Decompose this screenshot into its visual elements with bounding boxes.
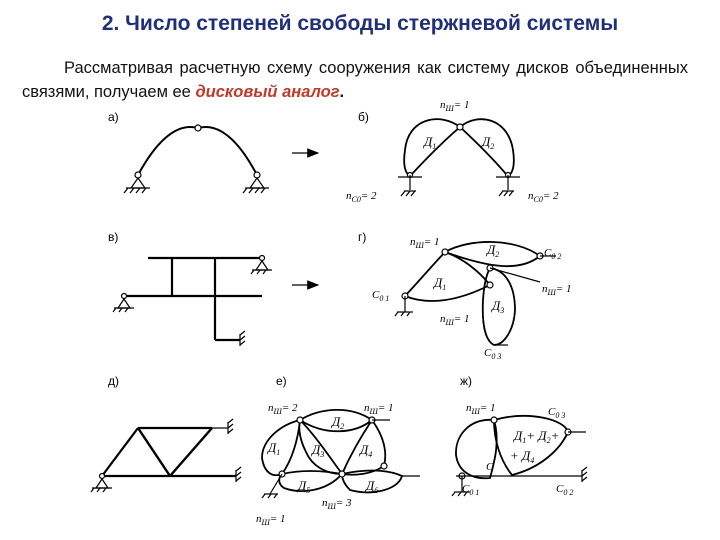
disk-analog-g <box>405 242 540 345</box>
label-nsh-right-g: $n_Ш= 1$ <box>542 283 572 297</box>
label-c03-zh: $C_{0 3}$ <box>548 406 566 420</box>
panel-label-g: г) <box>358 230 367 244</box>
label-nsh-d-e: $n_Ш= 1$ <box>256 513 286 527</box>
panel-label-a: а) <box>108 110 119 124</box>
label-c02-zh: $C_{0 2}$ <box>556 483 574 497</box>
label-d3-e: $Д_3$ <box>312 442 325 459</box>
frame-supports <box>113 256 272 347</box>
label-d2-e: $Д_2$ <box>332 414 345 431</box>
panel-label-v: в) <box>108 230 119 244</box>
hinge-b <box>457 124 463 130</box>
label-nsh-b-e: $n_Ш= 1$ <box>364 402 394 416</box>
label-nsh-zh: $n_Ш= 1$ <box>466 402 496 416</box>
label-d1-b: $Д_1$ <box>424 134 437 151</box>
label-d2-b: $Д_2$ <box>482 134 495 151</box>
label-nsh-top-g: $n_Ш= 1$ <box>410 236 440 250</box>
panel-label-b: б) <box>358 110 369 124</box>
label-d6-e: $Д_6$ <box>366 478 379 495</box>
label-d5-e: $Д_5$ <box>298 478 311 495</box>
label-c02-g: $C_{0 2}$ <box>544 247 562 261</box>
label-nright-b: $n_{C0}= 2$ <box>528 190 559 204</box>
label-nleft-b: $n_{C0}= 2$ <box>346 190 377 204</box>
label-c01-zh: $C_{0 1}$ <box>462 483 480 497</box>
label-nsh-c-e: $n_Ш= 3$ <box>322 497 352 511</box>
label-nsh-mid-g: $n_Ш= 1$ <box>440 313 470 327</box>
support-b-left <box>398 173 422 197</box>
truss-structure <box>102 428 236 476</box>
frame-structure <box>124 258 262 340</box>
label-sum-line2-zh: + $Д_4$ <box>510 448 535 465</box>
arch-hinge <box>195 125 201 131</box>
label-nsh-b: $n_Ш= 1$ <box>440 99 470 113</box>
panel-label-d: д) <box>108 374 119 388</box>
support-b-right <box>496 173 520 197</box>
arch-support-right <box>243 172 269 193</box>
arch-structure <box>138 127 257 175</box>
slide-title: 2. Число степеней свободы стержневой системы <box>101 12 619 35</box>
intro-tail: . <box>339 83 345 101</box>
intro-accent-term: дисковый аналог <box>195 83 340 101</box>
truss-supports <box>91 419 241 492</box>
label-c01-g: $C_{0 1}$ <box>372 289 390 303</box>
panel-label-zh: ж) <box>460 374 473 388</box>
label-c03-g: $C_{0 3}$ <box>484 347 502 361</box>
label-d1-e: $Д_1$ <box>268 440 281 457</box>
label-d2-g: $Д_2$ <box>487 242 500 259</box>
intro-text: Рассматривая расчетную схему сооружения как систему дисков объединенных связями, получаем ее <box>22 59 688 101</box>
label-c-zh: C <box>486 461 494 473</box>
label-d3-g: $Д_3$ <box>492 298 505 315</box>
label-d4-e: $Д_4$ <box>360 442 373 459</box>
label-nsh-a-e: $n_Ш= 2$ <box>268 402 298 416</box>
label-sum-line1-zh: $Д_1+ Д_2+$ <box>514 428 560 445</box>
panel-label-e: е) <box>276 374 287 388</box>
arch-support-left <box>124 172 150 193</box>
label-d1-g: $Д_1$ <box>434 275 447 292</box>
hinges-g <box>402 249 543 299</box>
